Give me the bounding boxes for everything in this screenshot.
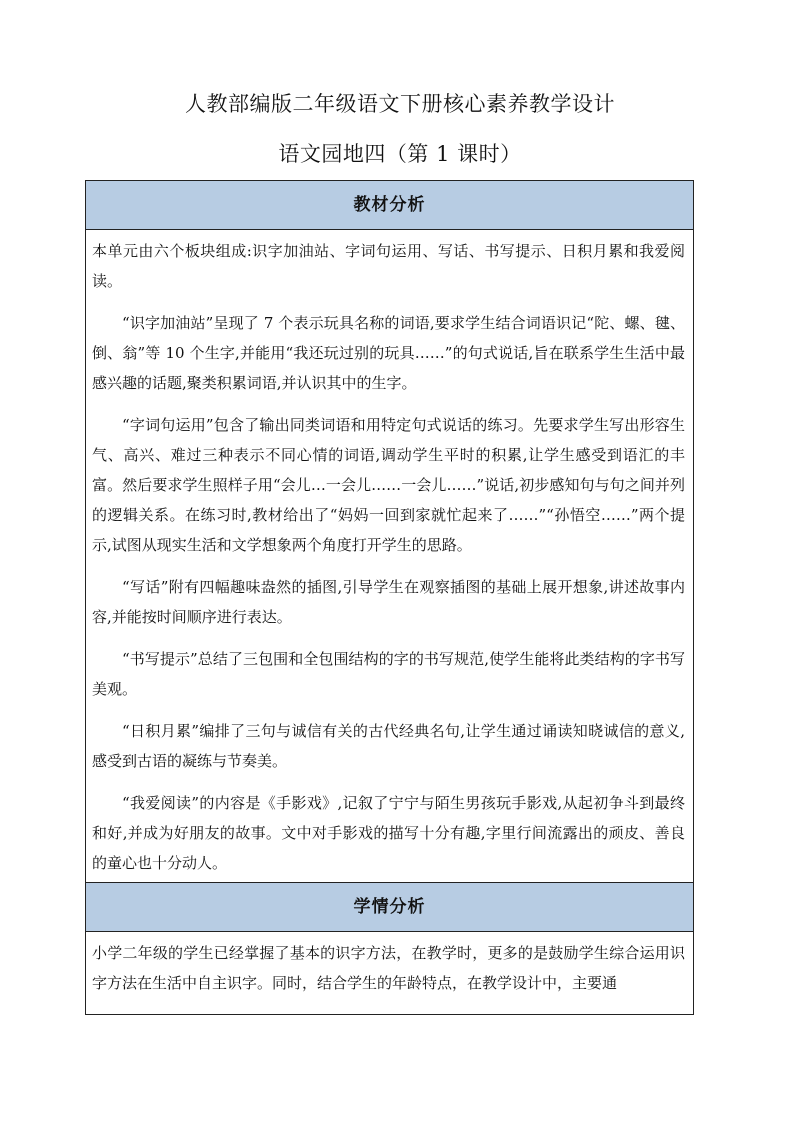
document-title: 人教部编版二年级语文下册核心素养教学设计: [185, 92, 615, 116]
paragraph: “识字加油站”呈现了 7 个表示玩具名称的词语,要求学生结合词语识记“陀、螺、毽、倒、翁”等 10 个生字,并能用“我还玩过别的玩具……”的句式说话,旨在联系学生生活中最感兴趣的话题,聚类积累词语,并认识其中的生字。: [92, 314, 685, 392]
paragraph: “日积月累”编排了三句与诚信有关的古代经典名句,让学生通过诵读知晓诚信的意义,感受到古语的凝练与节奏美。: [92, 722, 685, 770]
section-header-textbook-analysis: 教材分析: [86, 181, 694, 230]
lesson-design-table: [85, 180, 694, 1015]
paragraph: “写话”附有四幅趣味盎然的插图,引导学生在观察插图的基础上展开想象,讲述故事内容,并能按时间顺序进行表达。: [92, 578, 685, 626]
paragraph: 本单元由六个板块组成:识字加油站、字词句运用、写话、书写提示、日积月累和我爱阅读。: [92, 242, 685, 290]
paragraph: 小学二年级的学生已经掌握了基本的识字方法，在教学时，更多的是鼓励学生综合运用识字方法在生活中自主识字。同时，结合学生的年龄特点，在教学设计中，主要通: [92, 944, 685, 992]
section-header-learner-analysis: 学情分析: [86, 883, 694, 932]
paragraph: “我爱阅读”的内容是《手影戏》,记叙了宁宁与陌生男孩玩手影戏,从起初争斗到最终和好,并成为好朋友的故事。文中对手影戏的描写十分有趣,字里行间流露出的顽皮、善良的童心也十分动人。: [92, 794, 685, 872]
paragraph: “字词句运用”包含了输出同类词语和用特定句式说话的练习。先要求学生写出形容生气、高兴、难过三种表示不同心情的词语,调动学生平时的积累,让学生感受到语汇的丰富。然后要求学生照样子用“会儿…一会儿……一会儿……”说话,初步感知句与句之间并列的逻辑关系。在练习时,教材给出了“妈妈一回到家就忙起来了……”“孙悟空……”两个提示,试图从现实生活和文学想象两个角度打开学生的思路。: [92, 416, 685, 554]
lesson-subtitle: 语文园地四（第 1 课时）: [278, 142, 522, 166]
textbook-analysis-body: [86, 230, 694, 883]
paragraph: “书写提示”总结了三包围和全包围结构的字的书写规范,使学生能将此类结构的字书写美观。: [92, 650, 685, 698]
learner-analysis-body: [86, 932, 694, 1015]
